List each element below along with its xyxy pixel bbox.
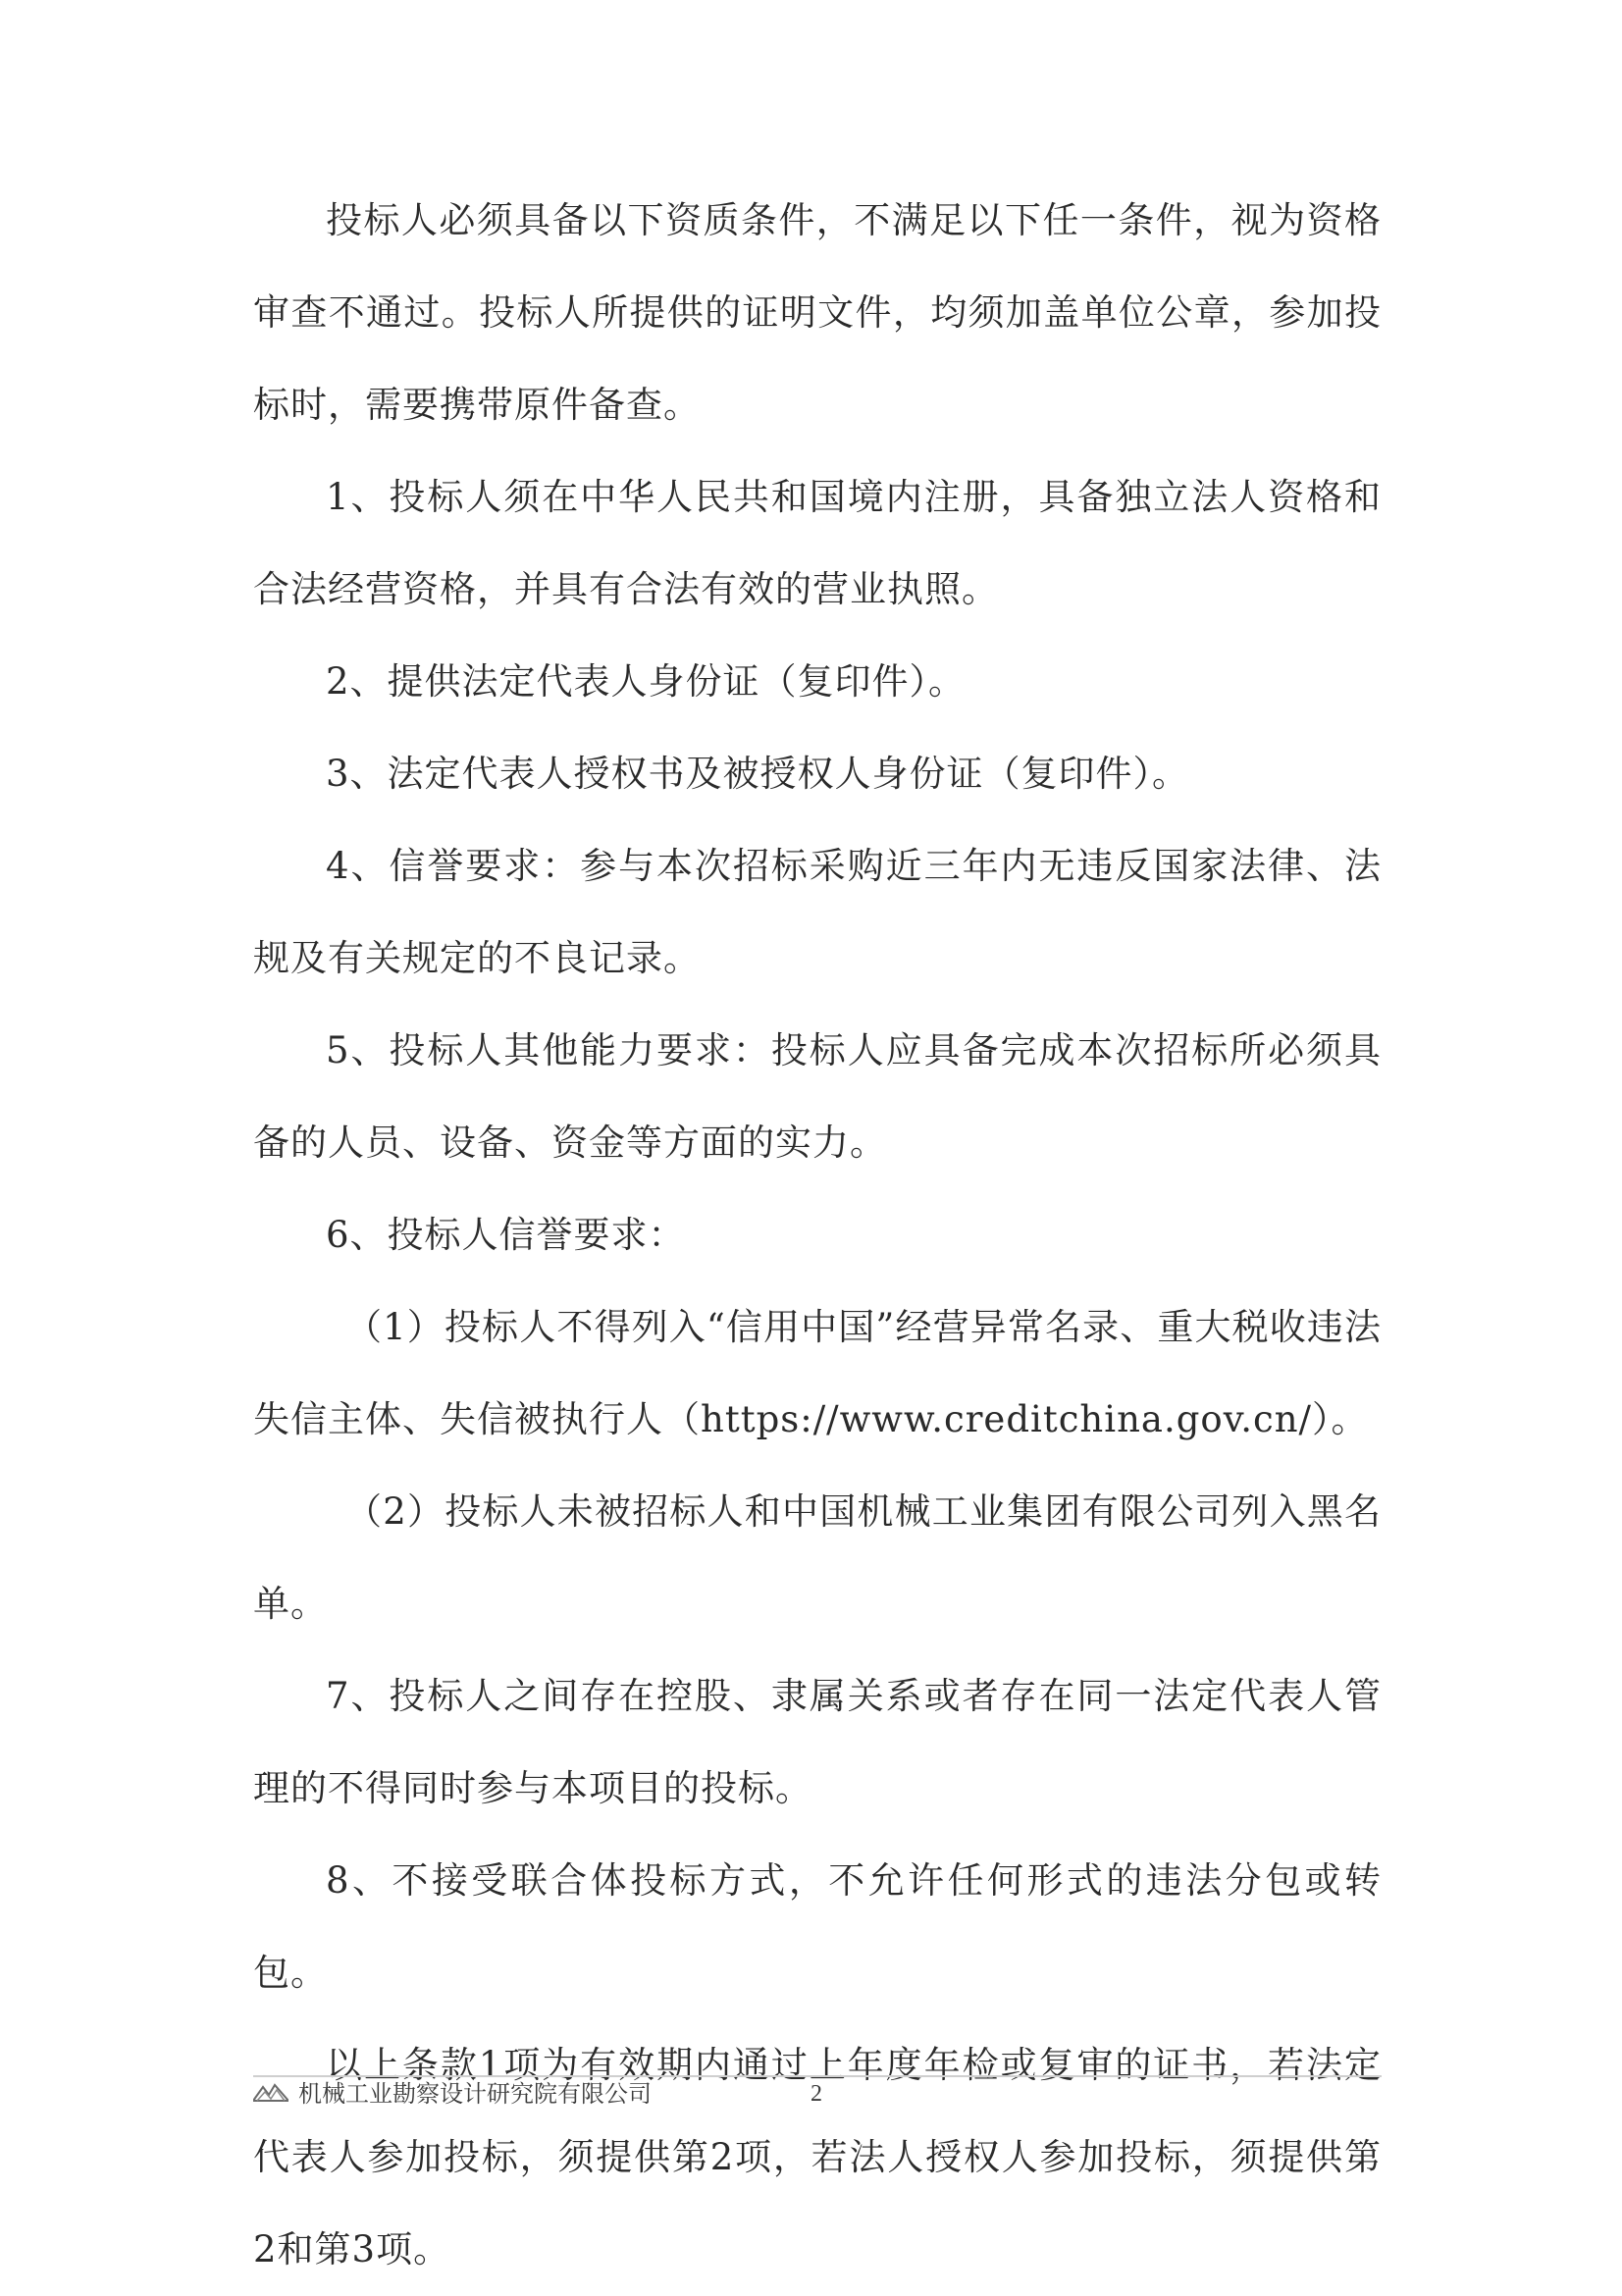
paragraph-item-7: 7、投标人之间存在控股、隶属关系或者存在同一法定代表人管理的不得同时参与本项目的投标。 <box>253 1675 1382 1809</box>
page-footer <box>253 2075 1382 2118</box>
footer-company-name: 机械工业勘察设计研究院有限公司 <box>298 2080 652 2108</box>
page-number: 2 <box>811 2081 822 2107</box>
paragraph-note: 以上条款1项为有效期内通过上年度年检或复审的证书，若法定代表人参加投标，须提供第2项，若法人授权人参加投标，须提供第2和第3项。 <box>253 2044 1382 2270</box>
paragraph-item-6: 6、投标人信誉要求： <box>326 1214 686 1256</box>
paragraph-item-5: 5、投标人其他能力要求：投标人应具备完成本次招标所必须具备的人员、设备、资金等方面的实力。 <box>253 1029 1382 1164</box>
paragraph-item-1: 1、投标人须在中华人民共和国境内注册，具备独立法人资格和合法经营资格，并具有合法有效的营业执照。 <box>253 476 1382 610</box>
paragraph-item-2: 2、提供法定代表人身份证（复印件）。 <box>326 660 967 703</box>
paragraph-item-6-2: （2）投标人未被招标人和中国机械工业集团有限公司列入黑名单。 <box>253 1490 1382 1625</box>
paragraph-item-4: 4、信誉要求：参与本次招标采购近三年内无违反国家法律、法规及有关规定的不良记录。 <box>253 845 1382 979</box>
paragraph-item-6-1: （1）投标人不得列入“信用中国”经营异常名录、重大税收违法失信主体、失信被执行人（https://www.creditchina.gov.cn/）。 <box>253 1306 1382 1440</box>
paragraph-intro: 投标人必须具备以下资质条件，不满足以下任一条件，视为资格审查不通过。投标人所提供的证明文件，均须加盖单位公章，参加投标时，需要携带原件备查。 <box>253 199 1382 426</box>
paragraph-item-3: 3、法定代表人授权书及被授权人身份证（复印件）。 <box>326 753 1190 795</box>
paragraph-item-8: 8、不接受联合体投标方式，不允许任何形式的违法分包或转包。 <box>253 1859 1382 1994</box>
mountain-logo-icon <box>253 2081 288 2103</box>
document-body <box>253 175 1382 2296</box>
